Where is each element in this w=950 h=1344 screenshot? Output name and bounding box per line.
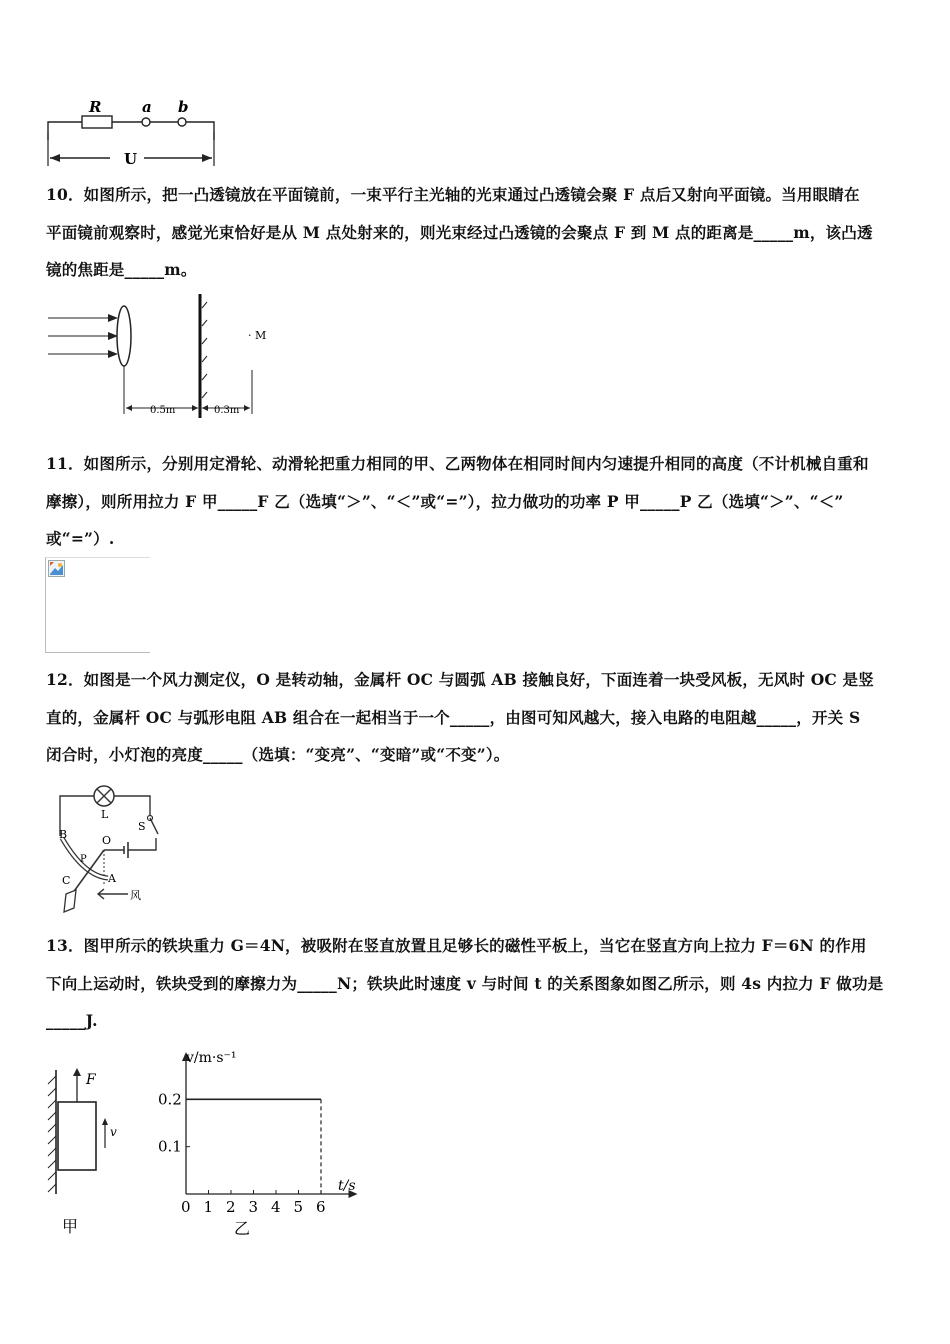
label-u: U: [124, 150, 138, 168]
force-f-arrowhead: [73, 1068, 81, 1076]
chart-xlabel: t/s: [338, 1178, 356, 1194]
switch-label: S: [138, 820, 146, 833]
arc-b-label: B: [59, 828, 68, 841]
q9-circuit-figure: [40, 98, 230, 170]
circuit-wires: [48, 122, 214, 140]
terminal-b: [178, 118, 186, 126]
velocity-v-arrowhead: [102, 1118, 108, 1125]
velocity-v-label: v: [110, 1125, 117, 1139]
q12-line-3: 闭合时，小灯泡的亮度_____（选填：“变亮”、“变暗”或“不变”）。: [46, 745, 510, 764]
plate-hatching: [48, 1076, 56, 1192]
lamp-label: L: [101, 808, 109, 821]
iron-block: [58, 1102, 96, 1170]
q10-line-2: 平面镜前观察时，感觉光束恰好是从 M 点处射来的，则光束经过凸透镜的会聚点 F 到 M 点的距离是_____m，该凸透: [46, 222, 873, 242]
convex-lens: [117, 306, 131, 366]
chart-axes: [158, 1052, 358, 1216]
label-b: b: [178, 98, 189, 116]
mirror-hatching: [202, 302, 207, 398]
question-13: [46, 927, 908, 1040]
chart-marks: [186, 1099, 321, 1194]
battery: [124, 842, 128, 858]
arc-a-label: A: [108, 872, 116, 885]
y-tick-label-0.2: 0.2: [158, 1090, 182, 1109]
rod-c-label: C: [62, 874, 71, 887]
question-12: [46, 661, 908, 774]
broken-image-icon: [48, 560, 66, 578]
q10-lens-mirror-figure: [40, 292, 300, 422]
terminal-a: [142, 118, 150, 126]
q13-line-2: 下向上运动时，铁块受到的摩擦力为_____N；铁块此时速度 v 与时间 t 的关系图象如图乙所示，则 4s 内拉力 F 做功是: [46, 973, 884, 993]
q10-line-3: 镜的焦距是_____m。: [46, 260, 197, 279]
wind-board: [64, 890, 76, 912]
caption-jia: 甲: [62, 1217, 79, 1236]
parallel-rays: [48, 318, 116, 354]
y-tick-label-0.1: 0.1: [158, 1137, 182, 1156]
q11-broken-image-placeholder: [45, 557, 150, 653]
q13-line-3: _____J.: [46, 1011, 98, 1030]
x-tick-label-0: 0: [181, 1198, 191, 1216]
contact-p-label: P: [80, 854, 87, 865]
force-f-label: F: [86, 1072, 96, 1088]
x-tick-label-6: 6: [316, 1198, 326, 1216]
right-wire: [128, 838, 156, 850]
question-10: [46, 176, 908, 289]
q11-line-1: 11．如图所示，分别用定滑轮、动滑轮把重力相同的甲、乙两物体在相同时间内匀速提升相同的高度（不计机械自重和: [46, 454, 869, 473]
x-tick-label-1: 1: [203, 1198, 214, 1216]
distance-mirror-m: 0.3m: [214, 405, 240, 416]
label-a: a: [142, 98, 152, 116]
caption-yi: 乙: [234, 1219, 251, 1238]
q13-line-1: 13．图甲所示的铁块重力 G＝4N，被吸附在竖直放置且足够长的磁性平板上，当它在竖直方向上拉力 F＝6N 的作用: [46, 936, 867, 955]
point-m-label: · M: [248, 329, 267, 342]
x-tick-label-3: 3: [248, 1198, 259, 1216]
x-tick-label-5: 5: [293, 1198, 304, 1216]
x-tick-label-4: 4: [271, 1198, 281, 1216]
wind-arrow: [98, 889, 128, 899]
chart-ylabel: v/m·s⁻¹: [186, 1050, 237, 1066]
q12-wind-meter-figure: [44, 776, 166, 918]
q10-line-1: 10．如图所示，把一凸透镜放在平面镜前，一束平行主光轴的光束通过凸透镜会聚 F 点后又射向平面镜。当用眼睛在: [46, 185, 860, 204]
q11-line-2: 摩擦），则所用拉力 F 甲_____F 乙（选填“＞”、“＜”或“=”），拉力做功的功率 P 甲_____P 乙（选填“＞”、“＜”: [46, 491, 844, 511]
q12-line-1: 12．如图是一个风力测定仪，O 是转动轴，金属杆 OC 与圆弧 AB 接触良好，下面连着一块受风板，无风时 OC 是竖: [46, 670, 874, 689]
switch-lever: [150, 818, 158, 834]
label-r: R: [89, 98, 102, 116]
pivot-o-label: O: [102, 834, 112, 847]
question-11: [46, 445, 908, 558]
wind-label: 风: [130, 889, 141, 902]
q13-fig-yi-chart: [150, 1042, 370, 1242]
distance-lens-mirror: 0.5m: [150, 405, 176, 416]
resistor-r: [82, 116, 112, 128]
q12-line-2: 直的，金属杆 OC 与弧形电阻 AB 组合在一起相当于一个_____，由图可知风越大，接入电路的电阻越_____，开关 S: [46, 707, 861, 727]
q13-fig-jia: [42, 1062, 122, 1242]
x-tick-label-2: 2: [226, 1198, 236, 1216]
q11-line-3: 或“=”）.: [46, 529, 115, 548]
